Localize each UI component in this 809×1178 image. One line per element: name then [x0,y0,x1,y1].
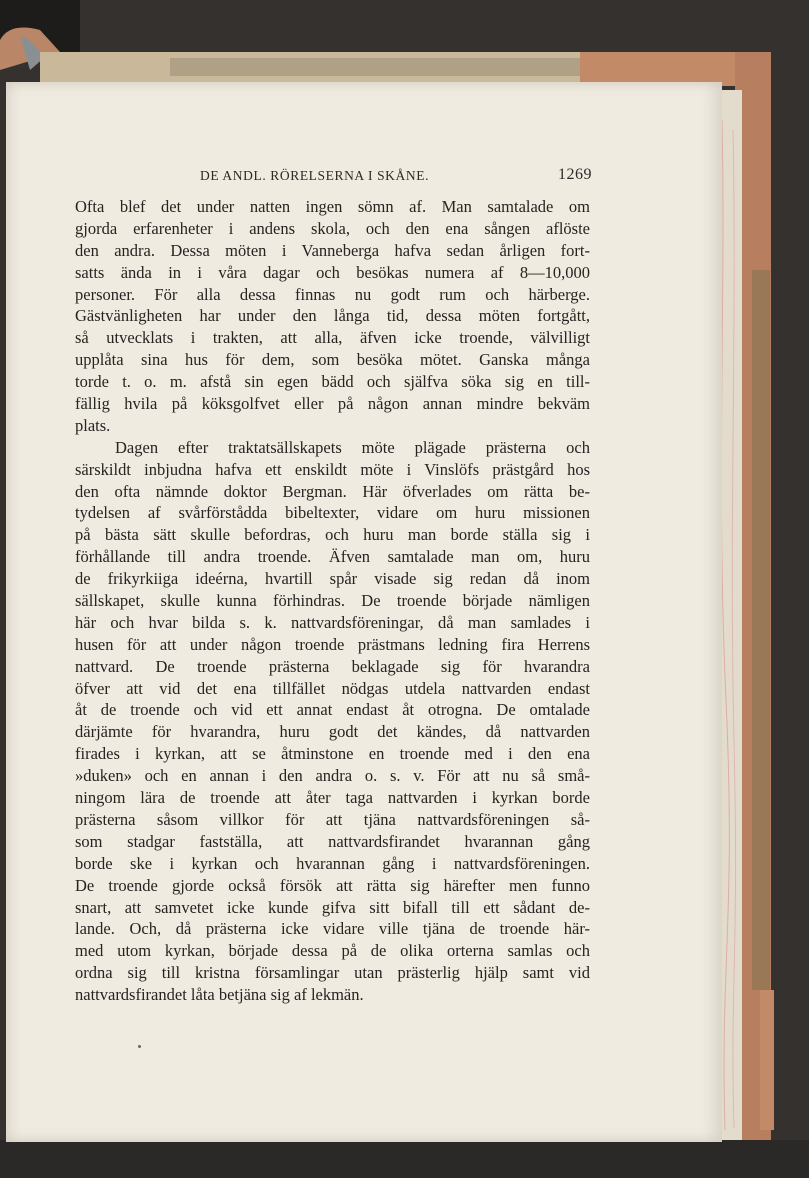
text-line: den andra. Dessa möten i Vanneberga hafva sedan årligen fort- [75,240,590,260]
text-line: husen för att under någon troende prästmans ledning fira Herrens [75,634,590,654]
text-line: öfver att vid det ena tillfället nödgas utdela nattvarden endast [75,678,590,698]
text-line: plats. [75,415,111,435]
text-line: prästerna såsom villkor för att tjäna nattvardsföreningen så- [75,809,590,829]
text-line: så utvecklats i trakten, att alla, äfven icke troende, välvilligt [75,328,590,348]
text-line: den ofta nämnde doktor Bergman. Här öfverlades om rätta be- [75,481,590,501]
text-line: nattvard. De troende prästerna beklagade sig för hvarandra [75,656,590,676]
text-line: de frikyrkiiga ideérna, hvartill spår visade sig redan då inom [75,569,590,589]
running-header [200,166,592,188]
text-line: upplåta sina hus för dem, som besöka mötet. Ganska många [75,350,590,370]
paragraph [75,196,590,437]
text-line: ningom lära de troende att åter taga nattvarden i kyrkan borde [75,788,590,808]
running-title: DE ANDL. RÖRELSERNA I SKÅNE. [200,168,430,183]
text-line: därjämte för hvarandra, huru godt det kändes, då nattvarden [75,722,590,742]
text-line: satts ända in i våra dagar och besökas numera af 8—10,000 [75,262,590,282]
print-speck [138,1045,141,1048]
page-number: 1269 [558,166,592,183]
text-line: Gästvänligheten har under den långa tid, dessa möten fortgått, [75,306,590,326]
text-line: borde ske i kyrkan och hvarannan gång i nattvardsföreningen. [75,853,590,873]
text-line: särskildt inbjudna hafva ett enskildt möte i Vinslöfs prästgård hos [75,459,590,479]
text-line: nattvardsfirandet låta betjäna sig af lekmän. [75,985,364,1005]
text-line: snart, att samvetet icke kunde gifva sitt bifall till ett sådant de- [75,897,590,917]
text-line: lande. Och, då prästerna icke vidare ville tjäna de troende här- [75,919,590,939]
text-line: torde t. o. m. afstå sin egen bädd och själfva söka sig en till- [75,372,590,392]
text-line: ordna sig till kristna församlingar utan prästerlig hjälp samt vid [75,963,590,983]
text-line: »duken» och en annan i den andra o. s. v. För att nu så små- [75,766,590,786]
text-line: De troende gjorde också försök att rätta sig härefter men funno [75,875,590,895]
text-line: åt de troende och vid ett annat endast åt otrogna. De omtalade [75,700,590,720]
text-line: personer. För alla dessa finnas nu godt rum och härberge. [75,284,590,304]
text-line: gjorda erfarenheter i andens skola, och den ena sången aflöste [75,218,590,238]
text-line: Dagen efter traktatsällskapets möte plägade prästerna och [115,437,590,457]
text-line: på bästa sätt skulle befordras, och huru man borde ställa sig i [75,525,590,545]
body-text [75,196,590,1006]
text-line: fällig hvila på köksgolfvet eller på någon annan mindre bekväm [75,394,590,414]
text-line: förhållande till andra troende. Äfven samtalade man om, huru [75,547,590,567]
text-line: sällskapet, skulle kunna förhindras. De troende började nämligen [75,591,590,611]
text-line: här och hvar bilda s. k. nattvardsföreningar, då man samlades i [75,612,590,632]
text-line: som stadgar fastställa, att nattvardsfirandet hvarannan gång [75,831,590,851]
paragraph [75,437,590,1006]
text-line: firades i kyrkan, att se åtminstone en troende med i den ena [75,744,590,764]
text-line: med utom kyrkan, började dessa på de olika orterna samlas och [75,941,590,961]
text-line: tydelsen af svårförstådda bibeltexter, vidare om huru missionen [75,503,590,523]
text-line: Ofta blef det under natten ingen sömn af. Man samtalade om [75,197,590,216]
